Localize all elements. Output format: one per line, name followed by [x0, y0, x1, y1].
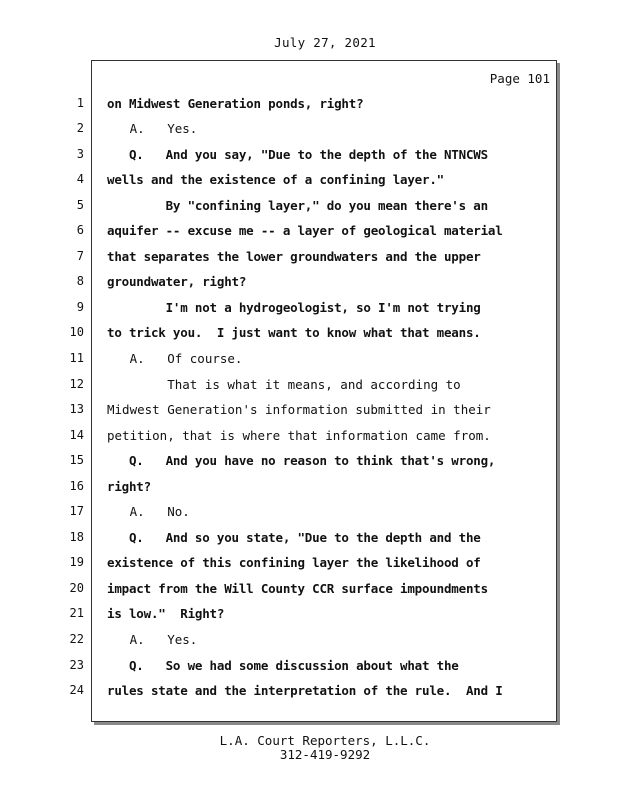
line-text: Midwest Generation's information submitted in their — [107, 402, 491, 417]
line-number: 13 — [69, 402, 84, 416]
line-text: A. No. — [107, 504, 190, 519]
line-number: 16 — [69, 479, 84, 493]
reporter-company: L.A. Court Reporters, L.L.C. — [219, 733, 431, 748]
line-number: 4 — [76, 172, 84, 186]
line-text: A. Yes. — [107, 632, 198, 647]
line-number: 17 — [69, 504, 84, 518]
line-text: A. Yes. — [107, 121, 198, 136]
line-number: 18 — [69, 530, 84, 544]
line-text: on Midwest Generation ponds, right? — [107, 96, 364, 111]
page-footer — [0, 734, 618, 762]
line-text: impact from the Will County CCR surface impoundments — [107, 581, 488, 596]
line-text: wells and the existence of a confining layer." — [107, 172, 444, 187]
line-text: Q. And so you state, "Due to the depth and the — [107, 530, 481, 545]
line-text: Q. And you have no reason to think that's wrong, — [107, 453, 496, 468]
line-number: 15 — [69, 453, 84, 467]
line-text: groundwater, right? — [107, 274, 247, 289]
line-number: 11 — [69, 351, 84, 365]
line-number: 24 — [69, 683, 84, 697]
line-number: 22 — [69, 632, 84, 646]
line-number: 20 — [69, 581, 84, 595]
line-text: By "confining layer," do you mean there's an — [107, 198, 488, 213]
line-number: 9 — [76, 300, 84, 314]
line-number: 12 — [69, 377, 84, 391]
line-text: right? — [107, 479, 151, 494]
line-text: petition, that is where that information came from. — [107, 428, 491, 443]
line-number: 7 — [76, 249, 84, 263]
line-number: 5 — [76, 198, 84, 212]
line-text: Q. So we had some discussion about what the — [107, 658, 459, 673]
line-text: that separates the lower groundwaters and the upper — [107, 249, 481, 264]
page-number: Page 101 — [489, 71, 550, 86]
reporter-phone: 312-419-9292 — [279, 747, 371, 762]
transcript-date: July 27, 2021 — [274, 35, 376, 50]
line-text: rules state and the interpretation of the rule. And I — [107, 683, 503, 698]
line-number: 21 — [69, 606, 84, 620]
line-number: 10 — [69, 325, 84, 339]
line-number: 23 — [69, 658, 84, 672]
line-number: 19 — [69, 555, 84, 569]
line-text: existence of this confining layer the likelihood of — [107, 555, 481, 570]
line-number: 3 — [76, 147, 84, 161]
line-text: I'm not a hydrogeologist, so I'm not trying — [107, 300, 481, 315]
line-number: 6 — [76, 223, 84, 237]
line-number: 2 — [76, 121, 84, 135]
line-number: 14 — [69, 428, 84, 442]
line-text: aquifer -- excuse me -- a layer of geological material — [107, 223, 503, 238]
line-number: 1 — [76, 96, 84, 110]
line-text: to trick you. I just want to know what that means. — [107, 325, 481, 340]
line-text: A. Of course. — [107, 351, 243, 366]
line-text: is low." Right? — [107, 606, 225, 621]
line-text: Q. And you say, "Due to the depth of the NTNCWS — [107, 147, 488, 162]
line-text: That is what it means, and according to — [107, 377, 461, 392]
line-number: 8 — [76, 274, 84, 288]
